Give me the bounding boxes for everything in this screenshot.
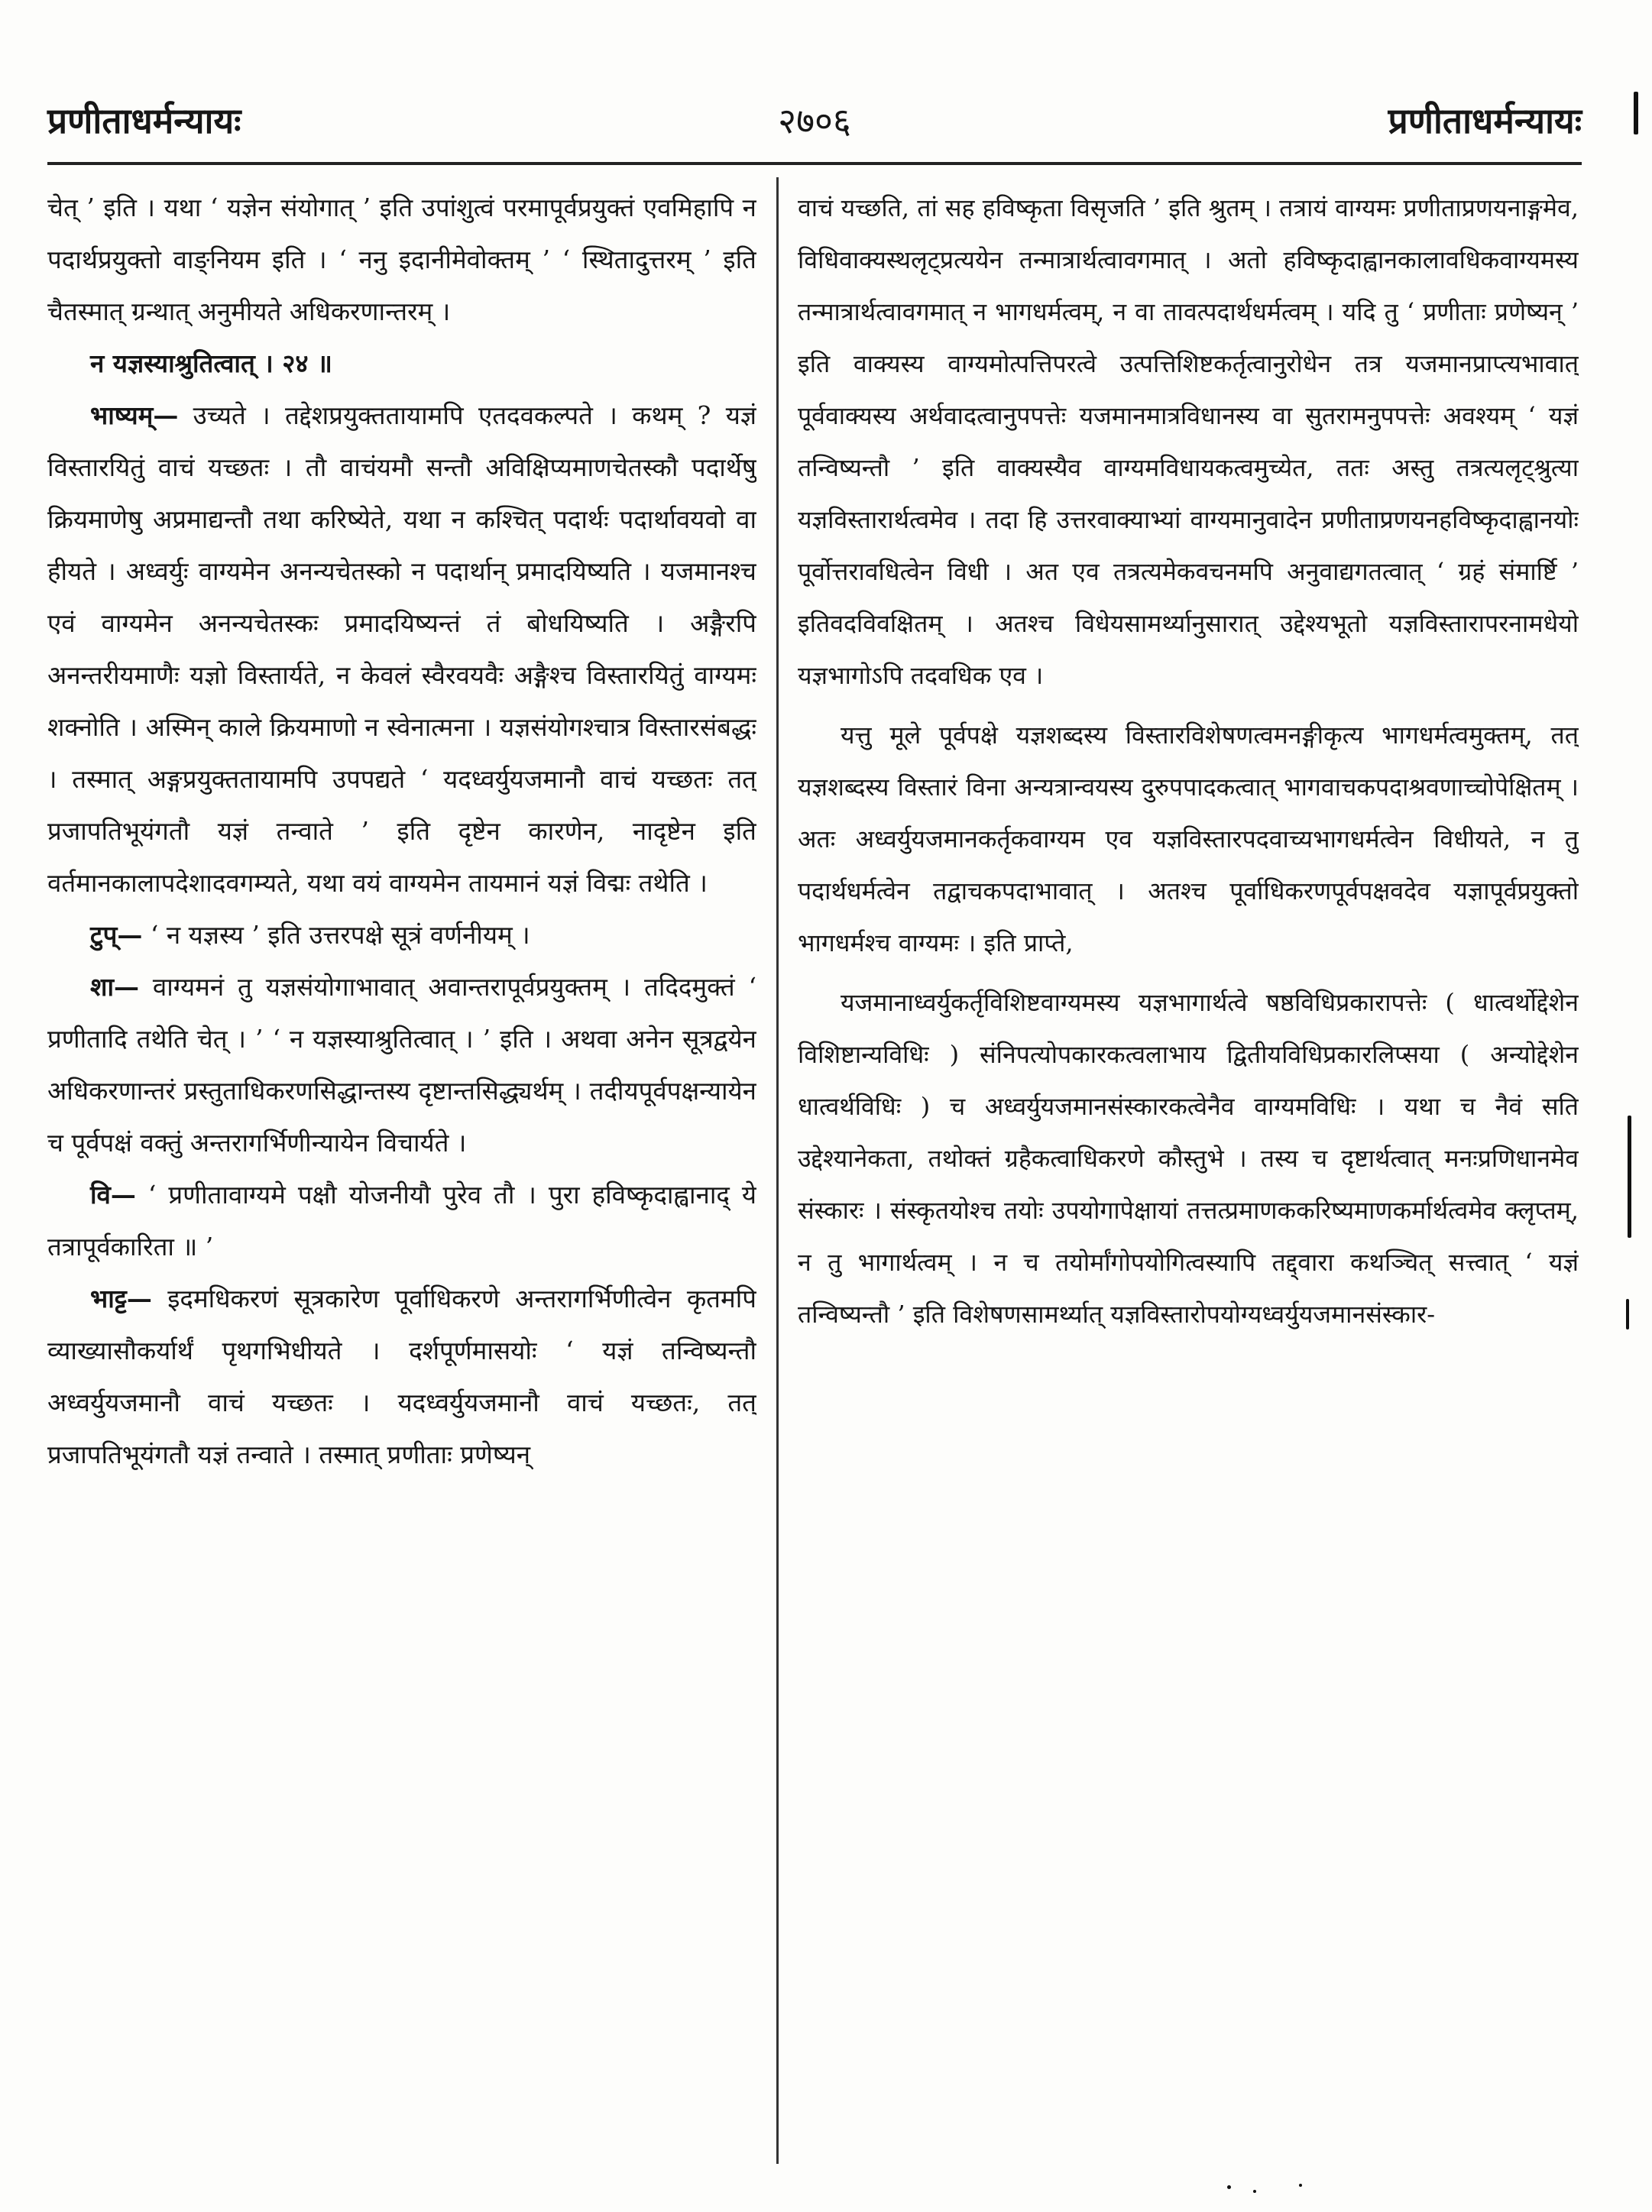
tup-paragraph (47, 909, 756, 961)
header-title-left: प्रणीताधर्मन्यायः (47, 100, 241, 141)
left-column (47, 182, 756, 2168)
sha-paragraph (47, 961, 756, 1169)
sutra-line: न यज्ञस्याश्रुतित्वात् । २४ ॥ (90, 348, 332, 378)
sha-label: शा— (90, 972, 139, 1002)
column-divider (776, 177, 779, 2164)
header-title-right: प्रणीताधर्मन्यायः (1388, 100, 1582, 141)
bhatta-text: इदमधिकरणं सूत्रकारेण पूर्वाधिकरणे अन्तरागर्भिणीत्वेन कृतमपि व्याख्यासौकर्यार्थं पृथगभिधीयते । दर्शपूर्णमासयोः ‘ यज्ञं तन्विष्यन्तौ अध्वर्युयजमानौ वाचं यच्छतः । यदध्वर्युयजमानौ वाचं यच्छतः, तत् प्रजापतिभूयंगतौ यज्ञं तन्वाते । तस्मात् प्रणीताः प्रणेष्यन् (47, 1284, 756, 1469)
paragraph-right-3: यजमानाध्वर्युकर्तृविशिष्टवाग्यमस्य यज्ञभागार्थत्वे षष्ठविधिप्रकारापत्तेः ( धात्वर्थोद्देशेन विशिष्टान्यविधिः ) संनिपत्योपकारकत्वलाभाय द्वितीयविधिप्रकारलिप्सया ( अन्योद्देशेन धात्वर्थविधिः ) च अध्वर्युयजमानसंस्कारकत्वेनैव वाग्यमविधिः । यथा च नैवं सति उद्देश्यानेकता, तथोक्तं ग्रहैकत्वाधिकरणे कौस्तुभे । तस्य च दृष्टार्थत्वात् मनःप्रणिधानमेव संस्कारः । संस्कृतयोश्च तयोः उपयोगापेक्षायां तत्तत्प्रमाणककरिष्यमाणकर्मार्थत्वमेव क्लृप्तम्, न तु भागार्थत्वम् । न च तयोर्मांगोपयोगित्वस्यापि तद्द्वारा कथञ्चित् सत्त्वात् ‘ यज्ञं तन्विष्यन्तौ ’ इति विशेषणसामर्थ्यात् यज्ञविस्तारोपयोग्यध्वर्युयजमानसंस्कार- (798, 988, 1579, 1329)
scan-speck (1227, 2185, 1231, 2189)
vi-paragraph (47, 1169, 756, 1273)
vi-label: वि— (90, 1180, 136, 1210)
bhatta-label: भाट्ट— (90, 1284, 152, 1313)
scan-edge-mark (1634, 92, 1638, 134)
header-rule (47, 162, 1582, 165)
scan-speck (1299, 2184, 1302, 2187)
paragraph-right-2: यत्तु मूले पूर्वपक्षे यज्ञशब्दस्य विस्तारविशेषणत्वमनङ्गीकृत्य भागधर्मत्वमुक्तम्, तत् यज्ञशब्दस्य विस्तारं विना अन्यत्रान्वयस्य दुरुपपादकत्वात् भागवाचकपदाश्रवणाच्चोपेक्षितम् । अतः अध्वर्युयजमानकर्तृकवाग्यम एव यज्ञविस्तारपदवाच्यभागधर्मत्वेन विधीयते, न तु पदार्थधर्मत्वेन तद्वाचकपदाभावात् । अतश्च पूर्वाधिकरणपूर्वपक्षवदेव यज्ञापूर्वप्रयुक्तो भागधर्मश्च वाग्यमः । इति प्राप्ते, (798, 721, 1579, 957)
bhashya-paragraph (47, 390, 756, 909)
page-number: २७०६ (778, 100, 851, 141)
vi-text: ‘ प्रणीतावाग्यमे पक्षौ योजनीयौ पुरेव तौ । पुरा हविष्कृदाह्वानाद् ये तत्रापूर्वकारिता ॥ ’ (47, 1180, 756, 1261)
scan-edge-mark (1626, 1299, 1629, 1329)
bhashya-text: उच्यते । तद्देशप्रयुक्ततायामपि एतदवकल्पते । कथम् ? यज्ञं विस्तारयितुं वाचं यच्छतः । तौ वाचंयमौ सन्तौ अविक्षिप्यमाणचेतस्कौ पदार्थेषु क्रियमाणेषु अप्रमाद्यन्तौ तथा करिष्येते, यथा न कश्चित् पदार्थः पदार्थावयवो वा हीयते । अध्वर्युः वाग्यमेन अनन्यचेतस्को न पदार्थान् प्रमादयिष्यति । यजमानश्च एवं वाग्यमेन अनन्यचेतस्कः प्रमादयिष्यन्तं तं बोधयिष्यति । अङ्गैरपि अनन्तरीयमाणैः यज्ञो विस्तार्यते, न केवलं स्वैरवयवैः अङ्गैश्च विस्तारयितुं वाग्यमः शक्नोति । अस्मिन् काले क्रियमाणो न स्वेनात्मना । यज्ञसंयोगश्चात्र विस्तारसंबद्धः । तस्मात् अङ्गप्रयुक्ततायामपि उपपद्यते ‘ यदध्वर्युयजमानौ वाचं यच्छतः तत् प्रजापतिभूयंगतौ यज्ञं तन्वाते ’ इति दृष्टेन कारणेन, नादृष्टेन इति वर्तमानकालापदेशादवगम्यते, यथा वयं वाग्यमेन तायमानं यज्ञं विद्मः तथेति । (47, 400, 756, 898)
bhashya-label: भाष्यम्— (90, 400, 179, 430)
scan-speck (1253, 2190, 1256, 2193)
right-column (798, 182, 1579, 2168)
sha-text: वाग्यमनं तु यज्ञसंयोगाभावात् अवान्तरापूर्वप्रयुक्तम् । तदिदमुक्तं ‘ प्रणीतादि तथेति चेत् । ’ ‘ न यज्ञस्याश्रुतित्वात् । ’ इति । अथवा अनेन सूत्रद्वयेन अधिकरणान्तरं प्रस्तुताधिकरणसिद्धान्तस्य दृष्टान्तसिद्ध्यर्थम् । तदीयपूर्वपक्षन्यायेन च पूर्वपक्षं वक्तुं अन्तरागर्भिणीन्यायेन विचार्यते । (47, 972, 756, 1158)
scan-edge-mark (1628, 1116, 1631, 1238)
tup-label: टुप्— (90, 920, 143, 950)
paragraph-right-1: वाचं यच्छति, तां सह हविष्कृता विसृजति ’ इति श्रुतम् । तत्रायं वाग्यमः प्रणीताप्रणयनाङ्गमेव, विधिवाक्यस्थलृट्प्रत्ययेन तन्मात्रार्थत्वावगमात् । अतो हविष्कृदाह्वानकालावधिकवाग्यमस्य तन्मात्रार्थत्वावगमात् न भागधर्मत्वम्, न वा तावत्पदार्थधर्मत्वम् । यदि तु ‘ प्रणीताः प्रणेष्यन् ’ इति वाक्यस्य वाग्यमोत्पत्तिपरत्वे उत्पत्तिशिष्टकर्तृत्वानुरोधेन तत्र यजमानप्राप्त्यभावात् पूर्ववाक्यस्य अर्थवादत्वानुपपत्तेः यजमानमात्रविधानस्य वा सुतरामनुपपत्तेः अवश्यम् ‘ यज्ञं तन्विष्यन्तौ ’ इति वाक्यस्यैव वाग्यमविधायकत्वमुच्येत, ततः अस्तु तत्रत्यलृट्श्रुत्या यज्ञविस्तारार्थत्वमेव । तदा हि उत्तरवाक्याभ्यां वाग्यमानुवादेन प्रणीताप्रणयनहविष्कृदाह्वानयोः पूर्वोत्तरावधित्वेन विधी । अत एव तत्रत्यमेकवचनमपि अनुवाद्यगतत्वात् ‘ ग्रहं संमार्ष्टि ’ इतिवदविवक्षितम् । अतश्च विधेयसामर्थ्यानुसारात् उद्देश्यभूतो यज्ञविस्तारापरनामधेयो यज्ञभागोऽपि तदवधिक एव । (798, 193, 1579, 690)
tup-text: ‘ न यज्ञस्य ’ इति उत्तरपक्षे सूत्रं वर्णनीयम् । (142, 920, 530, 950)
bhatta-paragraph (47, 1273, 756, 1481)
running-header (47, 90, 1582, 151)
paragraph-continuation: चेत् ’ इति । यथा ‘ यज्ञेन संयोगात् ’ इति उपांशुत्वं परमापूर्वप्रयुक्तं एवमिहापि न पदार्थप्रयुक्तो वाङ्नियम इति । ‘ ननु इदानीमेवोक्तम् ’ ‘ स्थितादुत्तरम् ’ इति चैतस्मात् ग्रन्थात् अनुमीयते अधिकरणान्तरम् । (47, 193, 756, 326)
